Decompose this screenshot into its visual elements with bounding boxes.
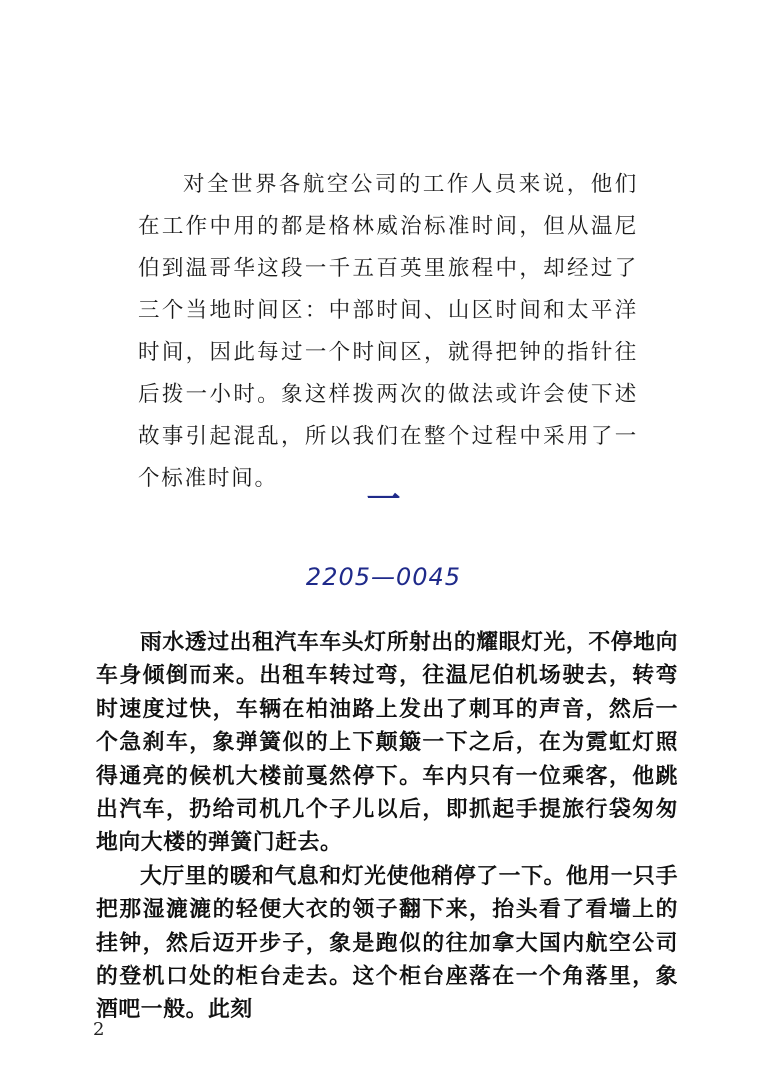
chapter-number: 一	[366, 480, 401, 520]
preface-note	[138, 164, 638, 500]
page-number: 2	[93, 1019, 105, 1040]
body-paragraph-1: 雨水透过出租汽车车头灯所射出的耀眼灯光，不停地向车身倾倒而来。出租车转过弯，往温尼伯机场驶去，转弯时速度过快，车辆在柏油路上发出了刺耳的声音，然后一个急刹车，象弹簧似的上下颠簸一下之后，在为霓虹灯照得通亮的候机大楼前戛然停下。车内只有一位乘客，他跳出汽车，扔给司机几个子儿以后，即抓起手提旅行袋匆匆地向大楼的弹簧门赶去。	[96, 630, 678, 856]
chapter-body	[96, 626, 678, 1027]
body-paragraph-2: 大厅里的暖和气息和灯光使他稍停了一下。他用一只手把那湿漉漉的轻便大衣的领子翻下来，抬头看了看墙上的挂钟，然后迈开步子，象是跑似的往加拿大国内航空公司的登机口处的柜台走去。这个柜台座落在一个角落里，象酒吧一般。此刻	[96, 863, 678, 1023]
preface-paragraph: 对全世界各航空公司的工作人员来说，他们在工作中用的都是格林威治标准时间，但从温尼伯到温哥华这段一千五百英里旅程中，却经过了三个当地时间区：中部时间、山区时间和太平洋时间，因此每过一个时间区，就得把钟的指针往后拨一小时。象这样拨两次的做法或许会使下述故事引起混乱，所以我们在整个过程中采用了一个标准时间。	[138, 172, 638, 491]
chapter-time-range: 2205—0045	[305, 563, 462, 591]
